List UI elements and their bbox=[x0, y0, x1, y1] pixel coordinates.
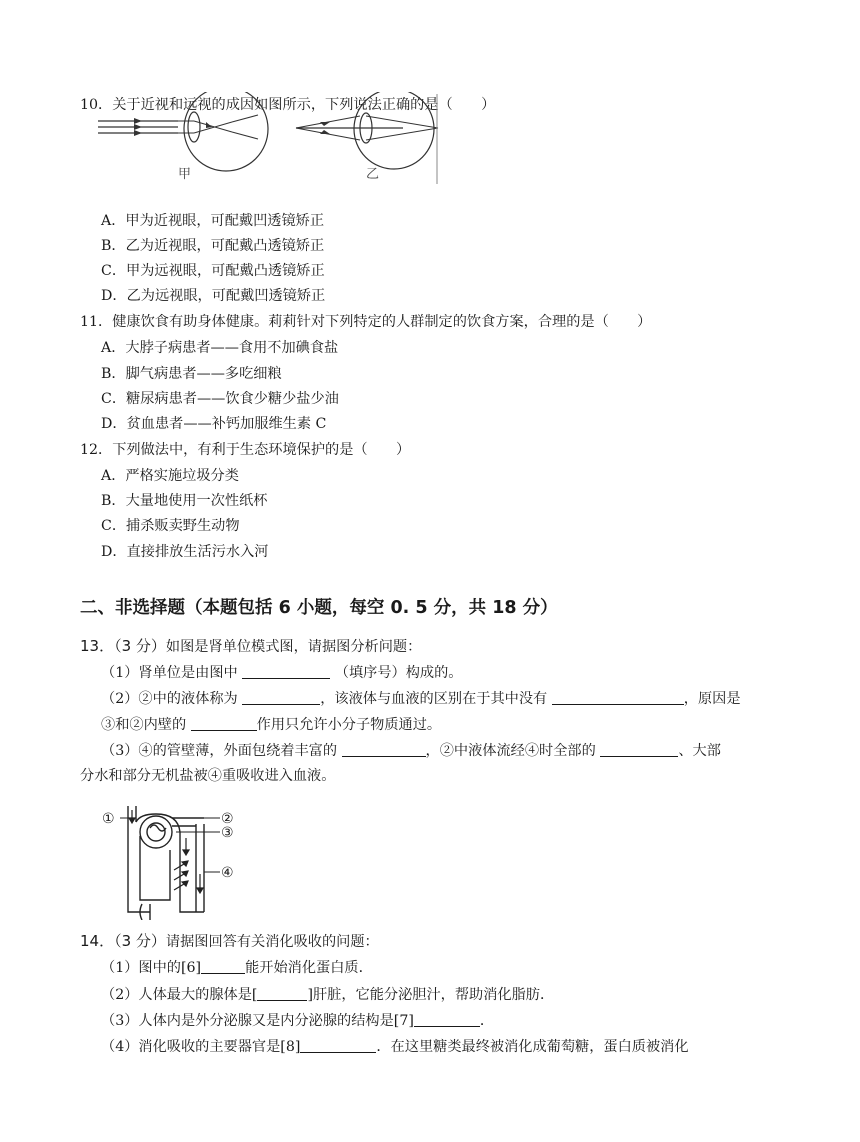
q11-option-c: C．糖尿病患者——饮食少糖少盐少油 bbox=[101, 391, 339, 407]
q10-option-b: B．乙为近视眼，可配戴凸透镜矫正 bbox=[101, 238, 325, 254]
q14-blank-4[interactable] bbox=[300, 1038, 376, 1053]
q11-stem: 11．健康饮食有助身体健康。莉莉针对下列特定的人群制定的饮食方案，合理的是（ ） bbox=[80, 314, 652, 330]
q12-option-a: A．严格实施垃圾分类 bbox=[101, 468, 239, 484]
q13-part2: （2）②中的液体称为 ，该液体与血液的区别在于其中没有 ，原因是 bbox=[101, 691, 741, 707]
q13-blank-6[interactable] bbox=[600, 742, 678, 757]
nephron-label-3: ③ bbox=[221, 825, 234, 841]
q11-option-a: A．大脖子病患者——食用不加碘食盐 bbox=[101, 340, 339, 356]
q14-blank-1[interactable] bbox=[201, 959, 245, 974]
nephron-label-4: ④ bbox=[221, 865, 234, 881]
q12-option-d: D．直接排放生活污水入河 bbox=[101, 544, 269, 560]
q13-blank-4[interactable] bbox=[191, 716, 257, 731]
nephron-label-1: ① bbox=[102, 811, 115, 827]
q13-blank-1[interactable] bbox=[242, 664, 330, 679]
eye-jia-diagram bbox=[98, 92, 268, 171]
q14-stem: 请据图回答有关消化吸收的问题： bbox=[165, 934, 379, 950]
q13-number: 13． bbox=[80, 637, 115, 655]
q12-stem: 12．下列做法中，有利于生态环境保护的是（ ） bbox=[80, 442, 411, 458]
q12-option-c: C．捕杀贩卖野生动物 bbox=[101, 518, 240, 534]
q12-option-b: B．大量地使用一次性纸杯 bbox=[101, 493, 268, 509]
q14-part2: （2）人体最大的腺体是[ ]肝脏，它能分泌胆汁，帮助消化脂肪． bbox=[101, 987, 555, 1003]
q14-score: （3 分） bbox=[114, 932, 166, 950]
q13-blank-2[interactable] bbox=[242, 690, 320, 705]
nephron-diagram bbox=[100, 804, 240, 920]
q10-option-a: A．甲为近视眼，可配戴凹透镜矫正 bbox=[101, 213, 325, 229]
q10-option-c: C．甲为远视眼，可配戴凸透镜矫正 bbox=[101, 263, 325, 279]
q10-eye-figure bbox=[98, 92, 443, 186]
q13-blank-5[interactable] bbox=[342, 742, 426, 757]
section2-heading: 二、非选择题（本题包括 6 小题，每空 0. 5 分，共 18 分） bbox=[80, 598, 558, 618]
q14-part3: （3）人体内是外分泌腺又是内分泌腺的结构是[7] ． bbox=[101, 1013, 495, 1029]
q10-option-d: D．乙为远视眼，可配戴凹透镜矫正 bbox=[101, 288, 326, 304]
q13-part2-cont: ③和②内壁的 作用只允许小分子物质通过。 bbox=[101, 717, 442, 733]
nephron-label-2: ② bbox=[221, 811, 234, 827]
q10-stem: 10．关于近视和远视的成因如图所示，下列说法正确的是（ ） bbox=[80, 97, 496, 113]
q14-number: 14． bbox=[80, 932, 115, 950]
q14-blank-3[interactable] bbox=[414, 1012, 480, 1027]
fig-label-jia: 甲 bbox=[178, 167, 192, 182]
q14-stem-line bbox=[80, 931, 379, 952]
q13-score: （3 分） bbox=[114, 637, 166, 655]
q13-stem: 如图是肾单位模式图，请据图分析问题： bbox=[165, 639, 422, 655]
q11-option-d: D．贫血患者——补钙加服维生素 C bbox=[101, 416, 327, 432]
q13-stem-line bbox=[80, 636, 421, 657]
q14-part4: （4）消化吸收的主要器官是[8] ．在这里糖类最终被消化成葡萄糖，蛋白质被消化 bbox=[101, 1039, 689, 1055]
q13-blank-3[interactable] bbox=[552, 690, 684, 705]
q13-part1: （1）肾单位是由图中 （填序号）构成的。 bbox=[101, 665, 463, 681]
q11-option-b: B．脚气病患者——多吃细粮 bbox=[101, 366, 282, 382]
q14-blank-2[interactable] bbox=[257, 986, 307, 1001]
q13-part3: （3）④的管壁薄，外面包绕着丰富的 ，②中液体流经④时全部的 、大部 bbox=[101, 743, 721, 759]
fig-label-yi: 乙 bbox=[366, 167, 380, 182]
q13-part3-cont: 分水和部分无机盐被④重吸收进入血液。 bbox=[80, 768, 336, 784]
q14-part1: （1）图中的[6] 能开始消化蛋白质． bbox=[101, 960, 373, 976]
